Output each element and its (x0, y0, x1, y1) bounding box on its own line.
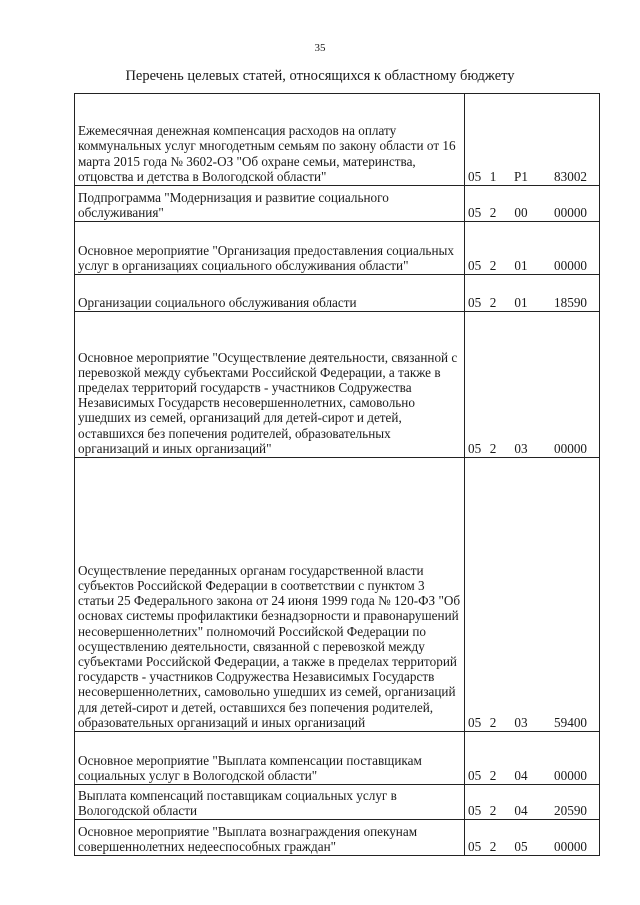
code-subprogram: 03 (514, 714, 528, 730)
code-direction: 00000 (554, 767, 587, 783)
row-codes (465, 785, 600, 820)
row-codes (465, 458, 600, 732)
code-program: 2 (489, 294, 497, 310)
code-section: 05 (468, 838, 482, 854)
table-row (75, 222, 600, 275)
code-program: 2 (489, 838, 497, 854)
code-section: 05 (468, 204, 482, 220)
row-name: Выплата компенсаций поставщикам социальных услуг в Вологодской области (75, 785, 465, 820)
code-program: 2 (489, 440, 497, 456)
row-name: Основное мероприятие "Организация предоставления социальных услуг в организациях социального обслуживания области" (75, 222, 465, 275)
code-subprogram: 05 (514, 838, 528, 854)
row-codes (465, 312, 600, 458)
document-title: Перечень целевых статей, относящихся к областному бюджету (125, 68, 515, 84)
code-section: 05 (468, 168, 482, 184)
code-direction: 00000 (554, 838, 587, 854)
code-direction: 59400 (554, 714, 587, 730)
code-subprogram: P1 (514, 168, 528, 184)
row-codes (465, 275, 600, 312)
code-program: 2 (489, 714, 497, 730)
table-row (75, 312, 600, 458)
code-subprogram: 04 (514, 802, 528, 818)
code-program: 1 (489, 168, 497, 184)
code-section: 05 (468, 802, 482, 818)
code-section: 05 (468, 767, 482, 783)
row-codes (465, 820, 600, 856)
code-section: 05 (468, 294, 482, 310)
table-row (75, 458, 600, 732)
row-name: Осуществление переданных органам государственной власти субъектов Российской Федерации в соответствии с пунктом 3 статьи 25 Федерального закона от 24 июня 1999 года № 120-ФЗ "Об основах системы профилактики безнадзорности и правонарушений несовершеннолетних" полномочий Российской Федерации по осуществлению деятельности, связанной с перевозкой между субъектами Российской Федерации, а также в пределах территорий государств - участников Содружества Независимых Государств несовершеннолетних, самовольно ушедших из семей, организаций для детей-сирот и детей, оставшихся без попечения родителей, образовательных организаций и иных организаций (75, 458, 465, 732)
code-direction: 00000 (554, 440, 587, 456)
code-direction: 83002 (554, 168, 587, 184)
code-program: 2 (489, 257, 497, 273)
row-name: Подпрограмма "Модернизация и развитие социального обслуживания" (75, 186, 465, 222)
table-row (75, 186, 600, 222)
row-name: Ежемесячная денежная компенсация расходов на оплату коммунальных услуг многодетным семьям по закону области от 16 марта 2015 года № 3602-ОЗ "Об охране семьи, материнства, отцовства и детства в Вологодской области" (75, 94, 465, 186)
code-direction: 18590 (554, 294, 587, 310)
code-subprogram: 04 (514, 767, 528, 783)
table-row (75, 732, 600, 785)
table-row (75, 820, 600, 856)
code-subprogram: 00 (514, 204, 528, 220)
row-codes (465, 94, 600, 186)
budget-items-table (74, 93, 600, 856)
code-section: 05 (468, 714, 482, 730)
table-row (75, 94, 600, 186)
code-subprogram: 01 (514, 257, 528, 273)
code-program: 2 (489, 204, 497, 220)
code-direction: 00000 (554, 257, 587, 273)
row-name: Основное мероприятие "Выплата вознаграждения опекунам совершеннолетних недееспособных граждан" (75, 820, 465, 856)
row-name: Основное мероприятие "Осуществление деятельности, связанной с перевозкой между субъектами Российской Федерации, а также в пределах территорий государств - участников Содружества Независимых Государств несовершеннолетних, самовольно ушедших из семей, организаций для детей-сирот и детей, оставшихся без попечения родителей, образовательных организаций и иных организаций" (75, 312, 465, 458)
code-direction: 20590 (554, 802, 587, 818)
code-section: 05 (468, 440, 482, 456)
row-codes (465, 186, 600, 222)
code-direction: 00000 (554, 204, 587, 220)
row-codes (465, 222, 600, 275)
page-number: 35 (314, 42, 326, 54)
table-row (75, 275, 600, 312)
code-subprogram: 03 (514, 440, 528, 456)
code-subprogram: 01 (514, 294, 528, 310)
code-program: 2 (489, 802, 497, 818)
code-program: 2 (489, 767, 497, 783)
row-name: Организации социального обслуживания области (75, 275, 465, 312)
row-name: Основное мероприятие "Выплата компенсации поставщикам социальных услуг в Вологодской области" (75, 732, 465, 785)
row-codes (465, 732, 600, 785)
code-section: 05 (468, 257, 482, 273)
table-row (75, 785, 600, 820)
